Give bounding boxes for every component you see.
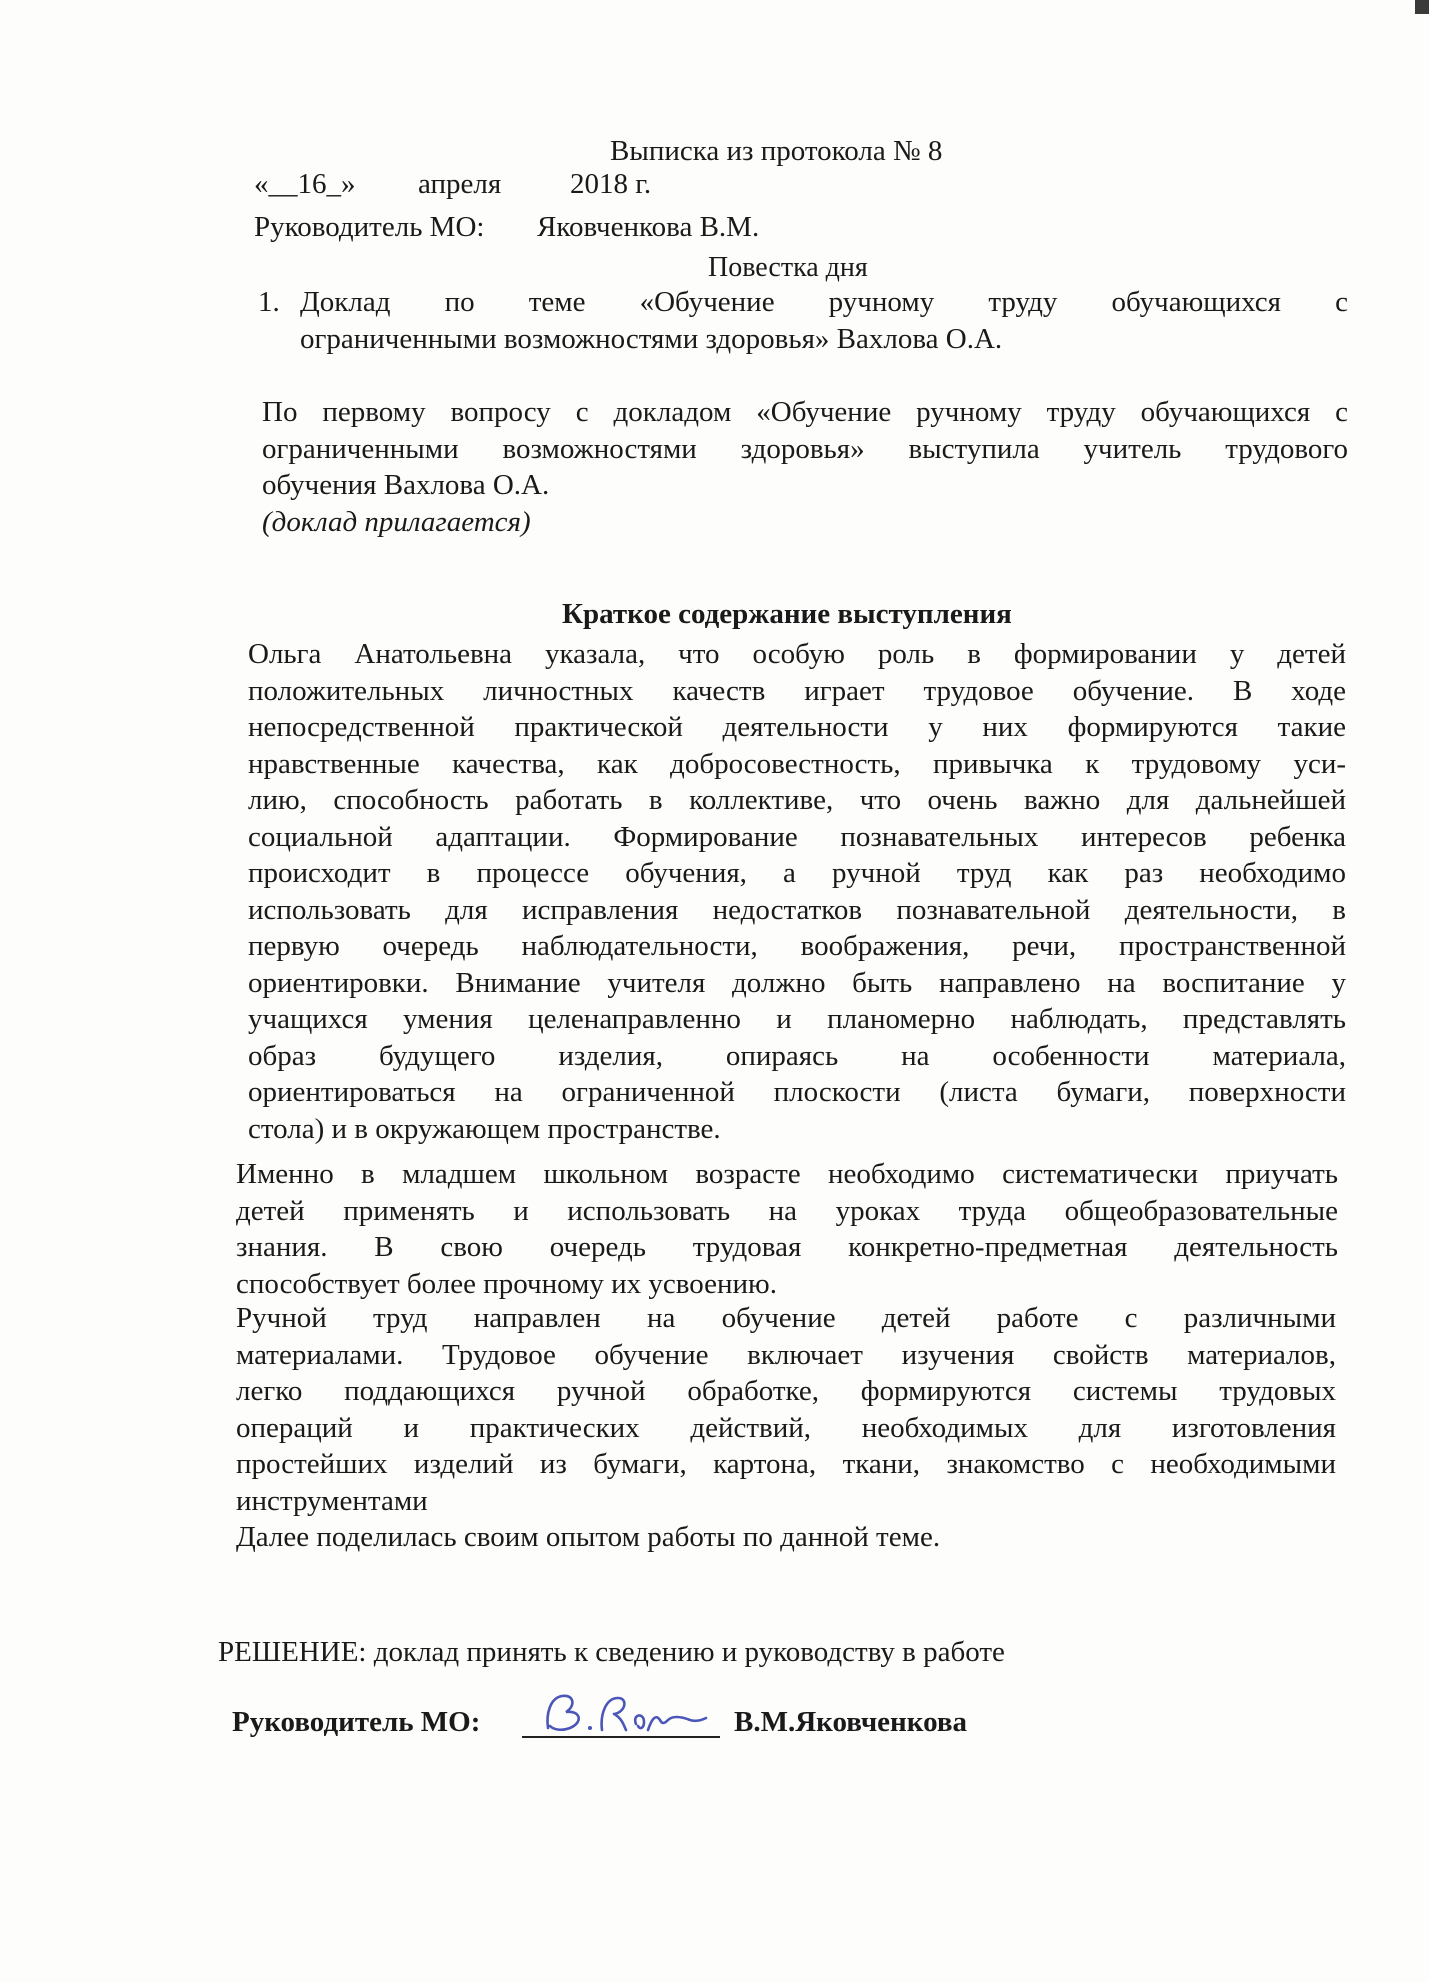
- text-line: простейших изделий из бумаги, картона, ткани, знакомство с необходимыми: [236, 1448, 1336, 1480]
- date-year: 2018 г.: [570, 168, 652, 200]
- text-line: первую очередь наблюдательности, воображения, речи, пространственной: [248, 930, 1346, 962]
- summary-paragraph-2: [236, 1156, 1338, 1302]
- text-line: Ручной труд направлен на обучение детей работе с различными: [236, 1302, 1336, 1334]
- text-line: непосредственной практической деятельности у них формируются такие: [248, 711, 1346, 743]
- text-line: положительных личностных качеств играет трудовое обучение. В ходе: [248, 674, 1346, 707]
- signature-label: Руководитель МО:: [232, 1706, 481, 1738]
- text-line: образ будущего изделия, опираясь на особенности материала,: [248, 1039, 1346, 1072]
- date-month: апреля: [418, 168, 502, 200]
- attachment-note: (доклад прилагается): [262, 505, 531, 538]
- text-line: ограниченными возможностями здоровья» выступила учитель трудового: [262, 432, 1348, 465]
- text-line: ориентировки. Внимание учителя должно быть направлено на воспитание у: [248, 966, 1346, 999]
- text-line: ориентироваться на ограниченной плоскости (листа бумаги, поверхности: [248, 1076, 1346, 1108]
- agenda-item: [300, 284, 1348, 357]
- text-line: способствует более прочному их усвоению.: [236, 1267, 777, 1300]
- text-line: учащихся умения целенаправленно и планомерно наблюдать, представлять: [248, 1003, 1346, 1035]
- agenda-item-line: Доклад по теме «Обучение ручному труду обучающихся с: [300, 286, 1348, 318]
- text-line: социальной адаптации. Формирование познавательных интересов ребенка: [248, 820, 1346, 853]
- text-line: знания. В свою очередь трудовая конкретно-предметная деятельность: [236, 1231, 1338, 1263]
- first-question-paragraph: [262, 394, 1348, 540]
- summary-paragraph-4: Далее поделилась своим опытом работы по данной теме.: [236, 1521, 941, 1553]
- text-line: нравственные качества, как добросовестность, привычка к трудовому уси-: [248, 747, 1346, 780]
- text-line: операций и практических действий, необходимых для изготовления: [236, 1411, 1336, 1444]
- text-line: По первому вопросу с докладом «Обучение ручному труду обучающихся с: [262, 396, 1348, 428]
- text-line: легко поддающихся ручной обработке, формируются системы трудовых: [236, 1375, 1336, 1407]
- text-line: инструментами: [236, 1484, 428, 1517]
- text-line: стола) и в окружающем пространстве.: [248, 1112, 721, 1145]
- summary-paragraph-3: [236, 1300, 1336, 1519]
- text-line: детей применять и использовать на уроках труда общеобразовательные: [236, 1194, 1338, 1227]
- agenda-heading: Повестка дня: [708, 252, 868, 283]
- text-line: использовать для исправления недостатков познавательной деятельности, в: [248, 893, 1346, 926]
- handwritten-signature: [540, 1684, 710, 1744]
- agenda-item-line: ограниченными возможностями здоровья» Вахлова О.А.: [300, 322, 1003, 355]
- summary-heading: Краткое содержание выступления: [562, 598, 1012, 630]
- text-line: материалами. Трудовое обучение включает изучения свойств материалов,: [236, 1338, 1336, 1371]
- text-line: Именно в младшем школьном возрасте необходимо систематически приучать: [236, 1158, 1338, 1190]
- head-name: Яковченкова В.М.: [537, 211, 760, 243]
- date-day: «__16_»: [254, 168, 356, 200]
- agenda-item-number: 1.: [258, 286, 280, 318]
- text-line: Ольга Анатольевна указала, что особую роль в формировании у детей: [248, 638, 1346, 670]
- decision-text: РЕШЕНИЕ: доклад принять к сведению и руководству в работе: [218, 1636, 1005, 1668]
- text-line: лию, способность работать в коллективе, что очень важно для дальнейшей: [248, 784, 1346, 816]
- protocol-title: Выписка из протокола № 8: [610, 135, 943, 167]
- text-line: происходит в процессе обучения, а ручной труд как раз необходимо: [248, 857, 1346, 889]
- signature-name: В.М.Яковченкова: [734, 1706, 968, 1738]
- head-label: Руководитель МО:: [254, 211, 485, 243]
- scan-corner-mark: [1415, 0, 1429, 14]
- text-line: обучения Вахлова О.А.: [262, 469, 550, 501]
- summary-paragraph-1: [248, 636, 1346, 1147]
